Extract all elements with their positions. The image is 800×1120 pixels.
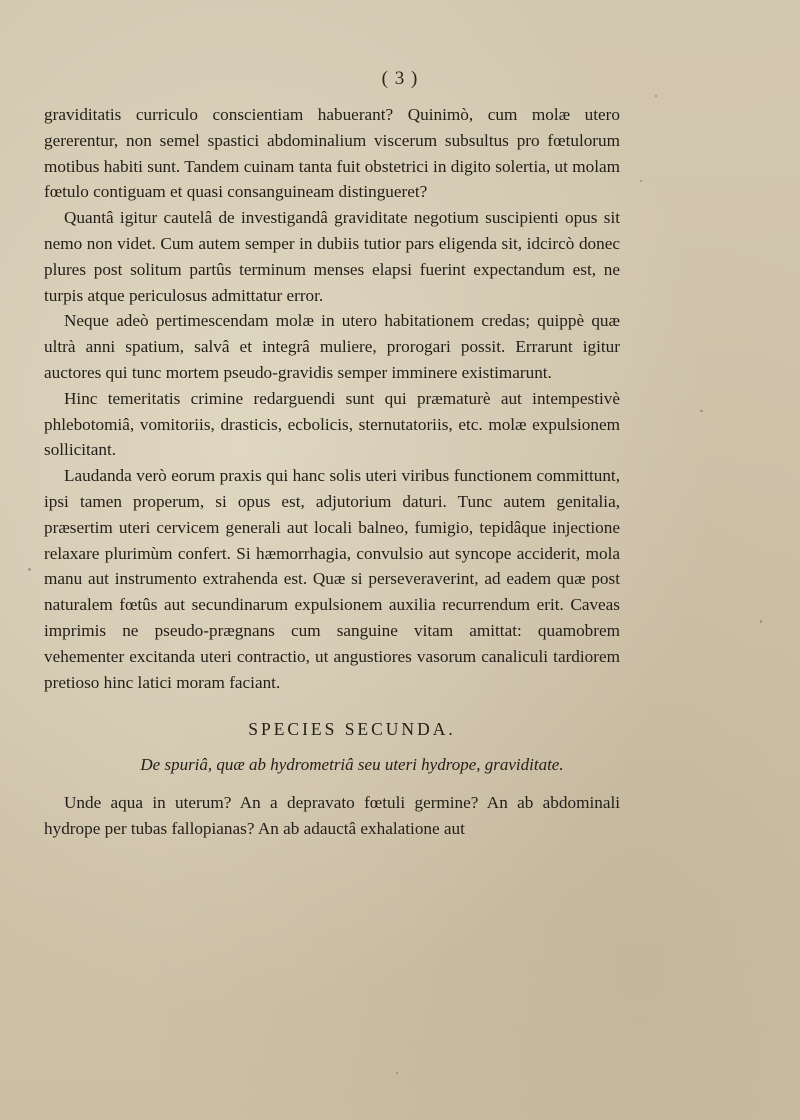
paragraph-3: Neque adeò pertimescendam molæ in utero habitationem credas; quippè quæ ultrà anni spatium, salvâ et integrâ muliere, prorogari possit. Errarunt igitur auctores qui tunc mortem pseudo-gravidis semper imminere existimarunt. <box>44 311 620 382</box>
paper-speck <box>700 410 703 412</box>
page-number: ( 3 ) <box>381 68 419 89</box>
paragraph-5: Laudanda verò eorum praxis qui hanc solis uteri viribus functionem committunt, ipsi tamen properum, si opus est, adjutorium daturi. Tunc autem genitalia, præsertim uteri cervicem generali aut locali balneo, fumigio, tepidâque injectione relaxare plurimùm confert. Si hæmorrhagia, convulsio aut syncope acciderit, mola manu aut instrumento extrahenda est. Quæ si perseveraverint, ad eadem quæ post naturalem fœtûs aut secundinarum expulsionem auxilia recurrendum erit. Caveas imprimis ne pseudo-prægnans cum sanguine vitam amittat: quamobrem vehementer excitanda uteri contractio, ut angustiores vasorum canaliculi tardiorem pretioso hinc latici moram faciant. <box>44 466 620 692</box>
section-heading: SPECIES SECUNDA. <box>248 719 456 740</box>
section-subtitle: De spuriâ, quæ ab hydrometriâ seu uteri hydrope, graviditate. <box>140 755 564 775</box>
paper-speck <box>760 620 762 623</box>
paper-speck <box>655 95 657 97</box>
paragraph-1: graviditatis curriculo conscientiam habuerant? Quinimò, cum molæ utero gererentur, non semel spastici abdominalium viscerum subsultus pro fœtulorum motibus habiti sunt. Tandem cuinam tanta fuit obstetrici in digito solertia, ut molam fœtulo contiguam et quasi consanguineam distingueret? <box>44 105 620 202</box>
paper-speck <box>640 180 642 182</box>
paper-speck <box>396 1072 398 1074</box>
body-text <box>44 102 620 842</box>
paper-speck <box>28 568 31 571</box>
paragraph-6: Unde aqua in uterum? An a depravato fœtuli germine? An ab abdominali hydrope per tubas fallopianas? An ab adauctâ exhalatione aut <box>44 793 620 839</box>
paragraph-4: Hinc temeritatis crimine redarguendi sunt qui præmaturè aut intempestivè phlebotomiâ, vomitoriis, drasticis, ecbolicis, sternutatoriis, etc. molæ expulsionem sollicitant. <box>44 388 620 460</box>
paragraph-2: Quantâ igitur cautelâ de investigandâ graviditate negotium suscipienti opus sit nemo non videt. Cum autem semper in dubiis tutior pars eligenda sit, idcircò donec plures post solitum partûs terminum menses elapsi fuerint expectandum est, ne turpis atque periculosus admittatur error. <box>44 208 620 305</box>
